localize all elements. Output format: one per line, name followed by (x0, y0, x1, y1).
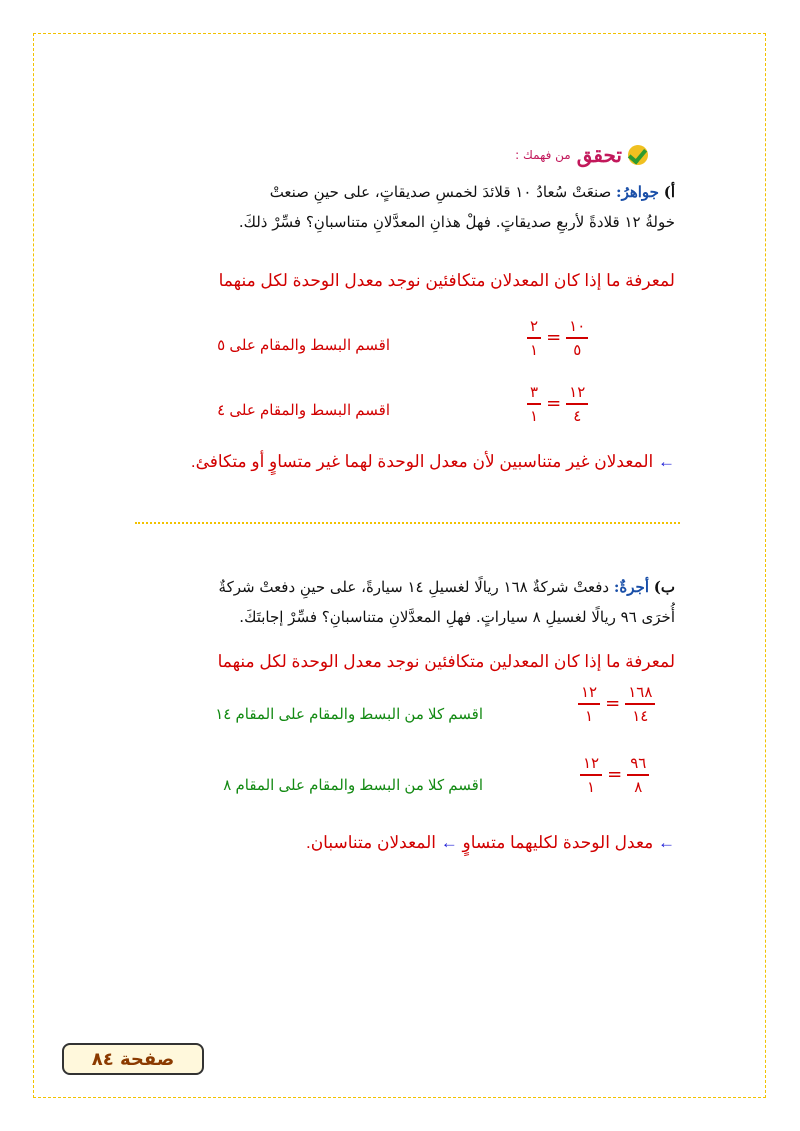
heading-subtitle: من فهمك : (515, 148, 571, 162)
part-b-line-2: أُخرَى ٩٦ ريالًا لغسيلِ ٨ سياراتٍ. فهلِ المعدَّلانِ متناسبانِ؟ فسِّرْ إجابتَكَ. (239, 608, 675, 626)
part-b-conclusion-text-2: المعدلان متناسبان. (305, 833, 437, 852)
part-b-text-1: دفعتْ شركةٌ ١٦٨ ريالًا لغسيلِ ١٤ سيارةً، على حينِ دفعتْ شركةٌ (218, 578, 610, 596)
section-divider (135, 522, 680, 524)
part-b-equation-2 (580, 754, 649, 796)
denominator: ١٤ (632, 706, 649, 725)
rate-fraction (625, 683, 655, 725)
rate-fraction (627, 754, 649, 796)
heading-title: تحقق (576, 143, 622, 167)
part-b-conclusion (306, 833, 675, 853)
part-a-line-2: خولةُ ١٢ قلادةً لأربعِ صديقاتٍ. فهلْ هذانِ المعدَّلانِ متناسبانِ؟ فسِّرْ ذلكَ. (238, 213, 675, 231)
part-b-letter: ب) (653, 578, 675, 596)
part-a-conclusion-text: المعدلان غير متناسبين لأن معدل الوحدة لهما غير متساوٍ أو متكافئ. (190, 452, 654, 471)
denominator: ١ (530, 406, 539, 425)
result-fraction (527, 383, 541, 425)
left-arrow-icon: ← (658, 833, 675, 852)
part-a-intro: لمعرفة ما إذا كان المعدلان متكافئين نوجد معدل الوحدة لكل منهما (218, 271, 675, 290)
part-a-note-1: اقسم البسط والمقام على ٥ (217, 337, 390, 354)
part-a-equation-1 (527, 317, 588, 359)
numerator: ١٢ (569, 383, 586, 401)
numerator: ١٢ (583, 754, 600, 772)
part-a-note-2: اقسم البسط والمقام على ٤ (217, 402, 390, 419)
denominator: ٥ (573, 340, 582, 359)
part-b-note-2: اقسم كلا من البسط والمقام على المقام ٨ (223, 777, 483, 794)
rate-fraction (566, 317, 588, 359)
result-fraction (527, 317, 541, 359)
result-fraction (578, 683, 600, 725)
part-a-line-1 (270, 177, 675, 207)
part-b-keyword: أجرةٌ: (613, 578, 649, 596)
numerator: ١٠ (569, 317, 586, 335)
denominator: ٤ (573, 406, 582, 425)
numerator: ٢ (530, 317, 539, 335)
result-fraction (580, 754, 602, 796)
denominator: ١ (587, 777, 596, 796)
rate-fraction (566, 383, 588, 425)
part-a-keyword: جواهرُ: (616, 183, 659, 201)
numerator: ١٢ (581, 683, 598, 701)
part-a-equation-2 (527, 383, 588, 425)
equals-sign: = (546, 327, 562, 349)
denominator: ٨ (634, 777, 643, 796)
left-arrow-icon: ← (658, 452, 675, 471)
page-number-badge: صفحة ٨٤ (62, 1043, 204, 1075)
left-arrow-icon: ← (440, 833, 458, 852)
denominator: ١ (530, 340, 539, 359)
part-b-conclusion-text-1: معدل الوحدة لكليهما متساوٍ (462, 833, 654, 852)
part-a-text-1: صنعَتْ سُعادُ ١٠ قلائدَ لخمسِ صديقاتٍ، على حينِ صنعتْ (269, 183, 612, 201)
equals-sign: = (546, 393, 562, 415)
section-heading (438, 143, 648, 167)
numerator: ١٦٨ (628, 683, 653, 701)
part-b-note-1: اقسم كلا من البسط والمقام على المقام ١٤ (215, 706, 483, 723)
part-b-intro: لمعرفة ما إذا كان المعدلين متكافئين نوجد معدل الوحدة لكل منهما (217, 652, 675, 671)
part-b-line-1 (219, 572, 675, 602)
denominator: ١ (585, 706, 594, 725)
numerator: ٩٦ (630, 754, 647, 772)
part-a-conclusion (191, 452, 675, 472)
equals-sign: = (605, 693, 621, 715)
part-a-letter: أ) (663, 183, 675, 201)
part-b-equation-1 (578, 683, 655, 725)
numerator: ٣ (530, 383, 539, 401)
checkmark-icon (628, 145, 648, 165)
equals-sign: = (607, 764, 623, 786)
